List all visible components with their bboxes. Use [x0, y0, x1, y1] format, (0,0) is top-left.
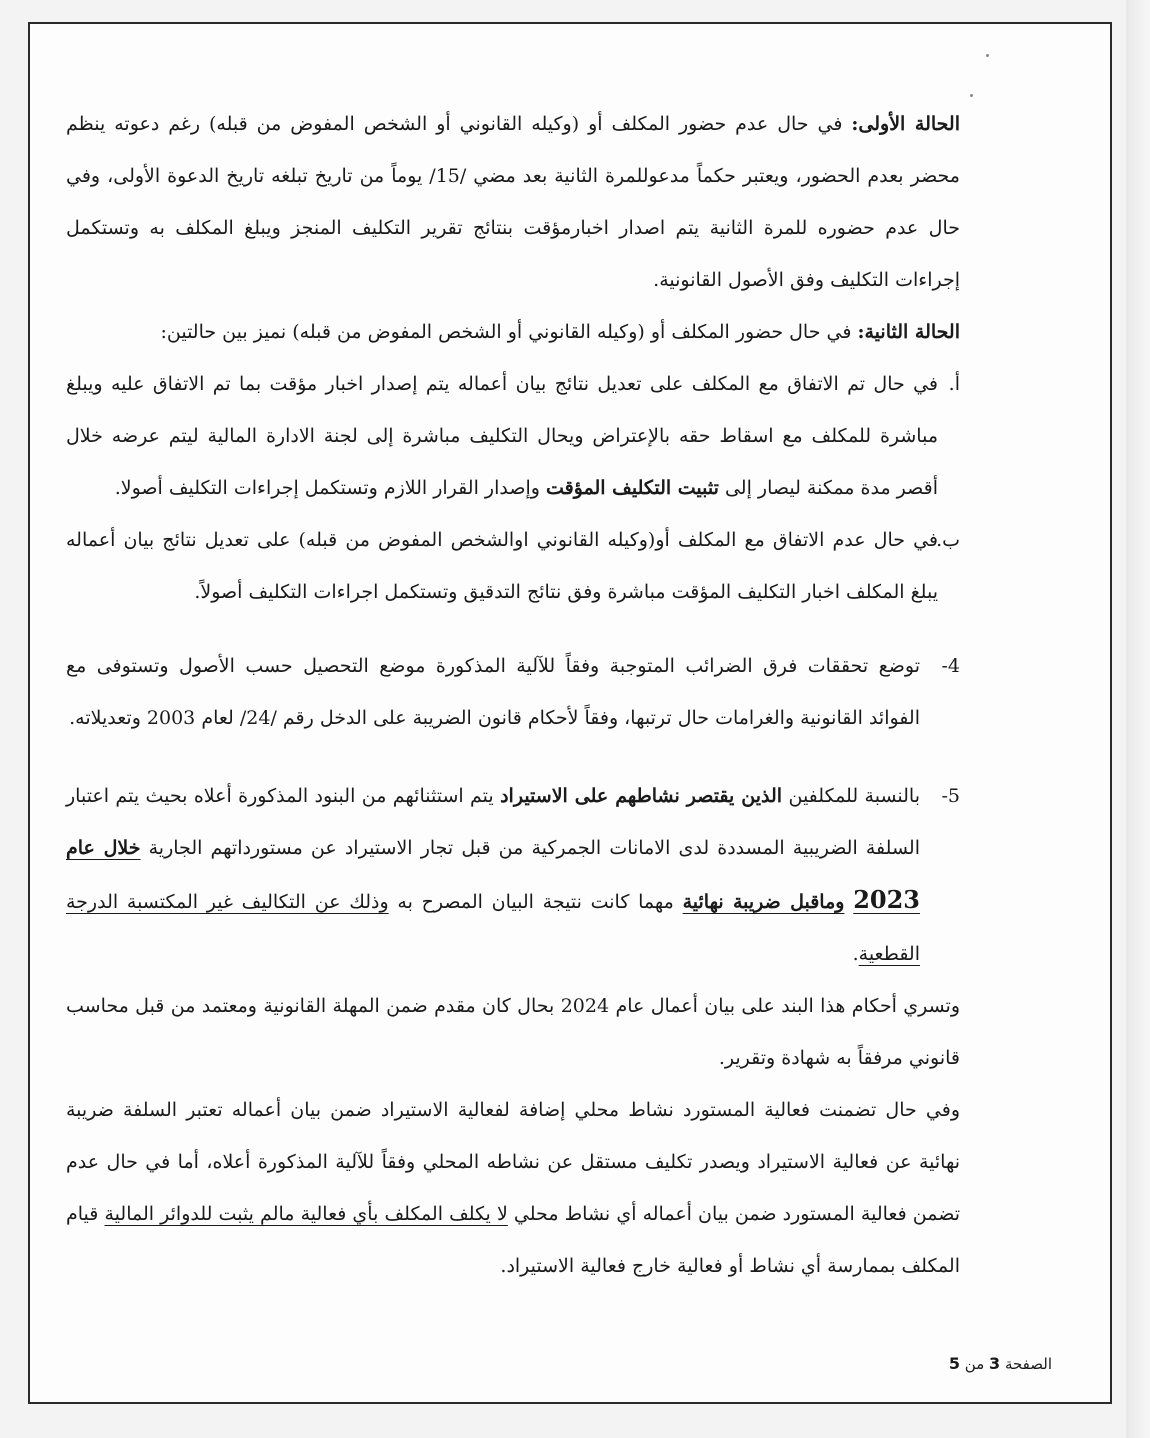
spacer — [66, 744, 960, 770]
case-two-heading: الحالة الثانية: — [857, 321, 960, 343]
closing-underlined: لا يكلف المكلف بأي فعالية مالم يثبت للدوائر المالية — [104, 1203, 508, 1225]
item-five-year: 2023 — [853, 885, 920, 914]
closing-text-2: قيام المكلف بممارسة أي نشاط أو فعالية خارج فعالية الاستيراد. — [66, 1203, 960, 1277]
item-five-text-2: يتم استثنائهم من البنود المذكورة أعلاه بحيث يتم اعتبار السلفة الضريبية المسددة لدى الامانات الجمركية من قبل تجار الاستيراد عن مستورداتهم الجارية — [66, 785, 920, 859]
item-four-text: توضع تحققات فرق الضرائب المتوجبة وفقاً للآلية المذكورة موضع التحصيل حسب الأصول وتستوفى مع الفوائد القانونية والغرامات حال ترتبها، وفقاً لأحكام قانون الضريبة على الدخل رقم /24/ لعام 2003 وتعديلاته. — [66, 655, 920, 729]
item-five-line-two: وتسري أحكام هذا البند على بيان أعمال عام 2024 بحال كان مقدم ضمن المهلة القانونية ومعتمد من قبل محاسب قانوني مرفقاً به شهادة وتقرير. — [66, 995, 960, 1069]
footer-of: من — [964, 1355, 985, 1373]
item-five-number: 5- — [941, 785, 960, 807]
spacer — [66, 618, 960, 640]
item-five-text-1: بالنسبة للمكلفين — [782, 785, 920, 807]
case-two-sub-b — [66, 514, 960, 618]
footer-label: الصفحة — [1004, 1355, 1052, 1373]
footer-page: 3 — [989, 1354, 1001, 1373]
case-two-paragraph — [66, 306, 960, 358]
case-one-text: في حال عدم حضور المكلف أو (وكيله القانوني أو الشخص المفوض من قبله) رغم دعوته ينظم محضر بعدم الحضور، ويعتبر حكماً مدعوللمرة الثانية بعد مضي /15/ يوماً من تاريخ تبلغه تاريخ الدعوة الأولى، وفي حال عدم حضوره للمرة الثانية يتم اصدار اخبارمؤقت بنتائج تقرير التكليف المنجز ويبلغ المكلف به وتستكمل إجراءات التكليف وفق الأصول القانونية. — [66, 113, 960, 291]
closing-text-1: وفي حال تضمنت فعالية المستورد نشاط محلي إضافة لفعالية الاستيراد ضمن بيان أعماله تعتبر السلفة ضريبة نهائية عن فعالية الاستيراد ويصدر تكليف مستقل عن نشاطه المحلي وفقاً للآلية المذكورة أعلاه، أما في حال عدم تضمن فعالية المستورد ضمن بيان أعماله أي نشاط محلي — [66, 1099, 960, 1225]
sub-b-letter: ب. — [936, 529, 960, 551]
page-number-footer — [949, 1354, 1052, 1373]
sub-a-text-after: وإصدار القرار اللازم وتستكمل إجراءات التكليف أصولا. — [114, 477, 546, 499]
item-five-bold-importers: الذين يقتصر نشاطهم على الاستيراد — [500, 785, 783, 807]
case-one-paragraph — [66, 98, 960, 306]
item-four-number: 4- — [941, 655, 960, 677]
sub-a-bold-text: تثبيت التكليف المؤقت — [545, 477, 719, 499]
sub-b-text: في حال عدم الاتفاق مع المكلف أو(وكيله القانوني اوالشخص المفوض من قبله) على تعديل نتائج بيان أعماله يبلغ المكلف اخبار التكليف المؤقت مباشرة وفق نتائج التدقيق وتستكمل اجراءات التكليف أصولاً. — [66, 529, 938, 603]
item-five — [66, 770, 960, 980]
scan-speck — [970, 94, 973, 97]
closing-paragraph — [66, 1084, 960, 1292]
case-two-text: في حال حضور المكلف أو (وكيله القانوني أو الشخص المفوض من قبله) نميز بين حالتين: — [160, 321, 858, 343]
scan-edge — [1126, 0, 1150, 1438]
scan-speck — [986, 54, 989, 57]
item-five-underlined-final-tax: وماقبل ضريبة نهائية — [682, 891, 845, 913]
case-two-sub-a — [66, 358, 960, 514]
case-one-heading: الحالة الأولى: — [851, 113, 960, 135]
item-five-text-4: . — [852, 943, 859, 965]
item-four — [66, 640, 960, 744]
item-five-underlined-costs: وذلك عن التكاليف غير المكتسبة الدرجة القطعية — [66, 891, 920, 965]
item-five-during-label: خلال عام — [66, 837, 141, 859]
sub-a-text-before: في حال تم الاتفاق مع المكلف على تعديل نتائج بيان أعماله يتم إصدار اخبار مؤقت بما تم الاتفاق عليه ويبلغ مباشرة للمكلف مع اسقاط حقه بالإعتراض ويحال التكليف مباشرة إلى لجنة الادارة المالية ليتم عرضه خلال أقصر مدة ممكنة ليصار إلى — [66, 373, 938, 499]
footer-total: 5 — [948, 1354, 960, 1373]
sub-a-letter: أ. — [948, 373, 960, 395]
item-five-text-3: مهما كانت نتيجة البيان المصرح به — [388, 891, 683, 913]
document-body — [66, 98, 960, 1292]
